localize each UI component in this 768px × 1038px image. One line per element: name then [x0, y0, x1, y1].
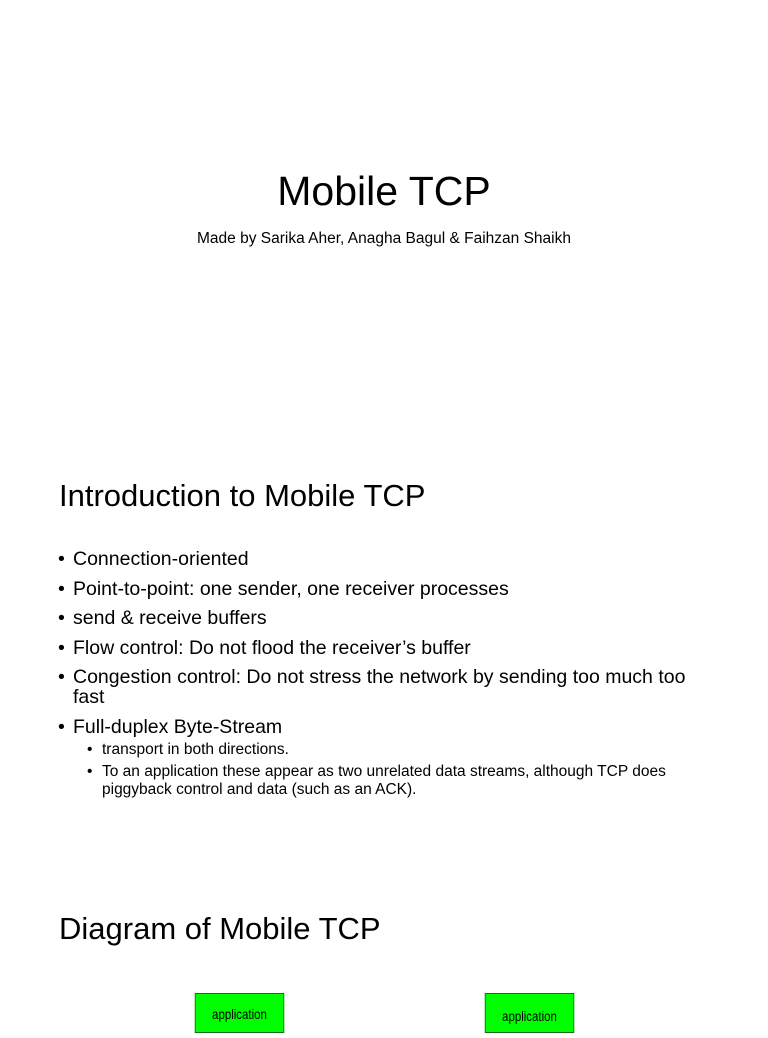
intro-slide — [0, 432, 768, 864]
bullet-item: • Congestion control: Do not stress the network by sending too much too fast — [58, 667, 708, 707]
diagram-heading: Diagram of Mobile TCP — [59, 911, 381, 946]
application-box-left: application — [195, 993, 284, 1033]
bullet-item-label: Full-duplex Byte-Stream — [73, 715, 283, 738]
slide-title: Mobile TCP — [277, 168, 491, 214]
application-box-right: application — [485, 993, 574, 1033]
slide-subtitle: Made by Sarika Aher, Anagha Bagul & Faihzan Shaikh — [197, 230, 571, 247]
diagram-slide — [0, 864, 768, 1024]
bullet-list — [58, 549, 708, 808]
intro-heading: Introduction to Mobile TCP — [59, 478, 426, 513]
sub-bullet-list — [73, 741, 708, 799]
sub-bullet-item: • transport in both directions. — [87, 741, 708, 759]
sub-bullet-item: • To an application these appear as two unrelated data streams, although TCP does piggyback control and data (such as an ACK). — [87, 763, 708, 799]
bullet-item-full-duplex — [58, 717, 708, 799]
bullet-item: • Point-to-point: one sender, one receiver processes — [58, 579, 708, 599]
title-slide — [0, 0, 768, 432]
bullet-item: • send & receive buffers — [58, 608, 708, 628]
bullet-item: • Flow control: Do not flood the receiver’s buffer — [58, 638, 708, 658]
bullet-item: • Connection-oriented — [58, 549, 708, 569]
